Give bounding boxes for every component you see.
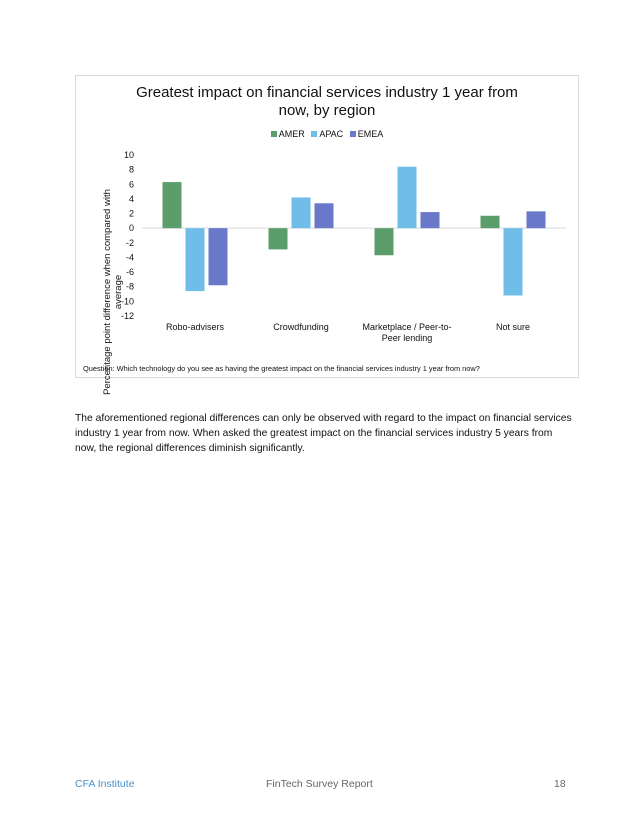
y-tick-label: 4 xyxy=(128,193,134,204)
y-tick-label: 8 xyxy=(128,164,134,175)
bar-emea xyxy=(421,212,440,228)
bar-amer xyxy=(375,228,394,255)
y-tick-label: 2 xyxy=(128,208,134,219)
bar-apac xyxy=(292,197,311,228)
y-tick-label: -10 xyxy=(120,296,134,307)
bar-apac xyxy=(186,228,205,291)
y-tick-label: -8 xyxy=(125,281,134,292)
bar-emea xyxy=(527,211,546,228)
legend-label-emea: EMEA xyxy=(357,129,384,139)
body-paragraph: The aforementioned regional differences can only be observed with regard to the impact on financial services industry 1 year from now. When asked the greatest impact on the financial services industry 5 years from now, the regional differences diminish significantly. xyxy=(75,413,572,454)
bar-apac xyxy=(504,228,523,295)
chart-plot xyxy=(76,76,578,377)
y-tick-label: 6 xyxy=(128,179,134,190)
y-tick-label: 0 xyxy=(128,223,134,234)
bar-amer xyxy=(269,228,288,249)
y-axis-label: Percentage point difference when compared with average xyxy=(102,189,124,395)
bar-emea xyxy=(315,203,334,228)
bar-apac xyxy=(398,167,417,228)
y-tick-label: -6 xyxy=(125,267,134,278)
legend-label-apac: APAC xyxy=(319,129,344,139)
x-category-label: Robo-advisers xyxy=(165,322,225,332)
x-category-label: Crowdfunding xyxy=(273,322,329,332)
footer-page-number: 18 xyxy=(554,778,566,790)
bar-amer xyxy=(481,216,500,228)
chart-container xyxy=(75,75,579,395)
chart-title-line-2: now, by region xyxy=(278,102,376,119)
y-tick-label: -2 xyxy=(125,237,134,248)
footer-org: CFA Institute xyxy=(75,778,135,790)
bar-amer xyxy=(163,182,182,228)
x-category-label: Peer lending xyxy=(381,333,433,343)
y-tick-label: -4 xyxy=(125,252,134,263)
footer-report-title: FinTech Survey Report xyxy=(266,778,373,790)
x-category-label: Not sure xyxy=(495,322,531,332)
y-tick-label: -12 xyxy=(120,311,134,321)
survey-question: Question: Which technology do you see as having the greatest impact on the financial services industry 1 year from now? xyxy=(83,364,480,373)
y-tick-label: 10 xyxy=(123,150,134,160)
x-category-label: Marketplace / Peer-to- xyxy=(362,322,452,332)
legend-label-amer: AMER xyxy=(278,129,305,139)
chart-title-line-1: Greatest impact on financial services industry 1 year from xyxy=(136,84,518,101)
bar-emea xyxy=(209,228,228,285)
